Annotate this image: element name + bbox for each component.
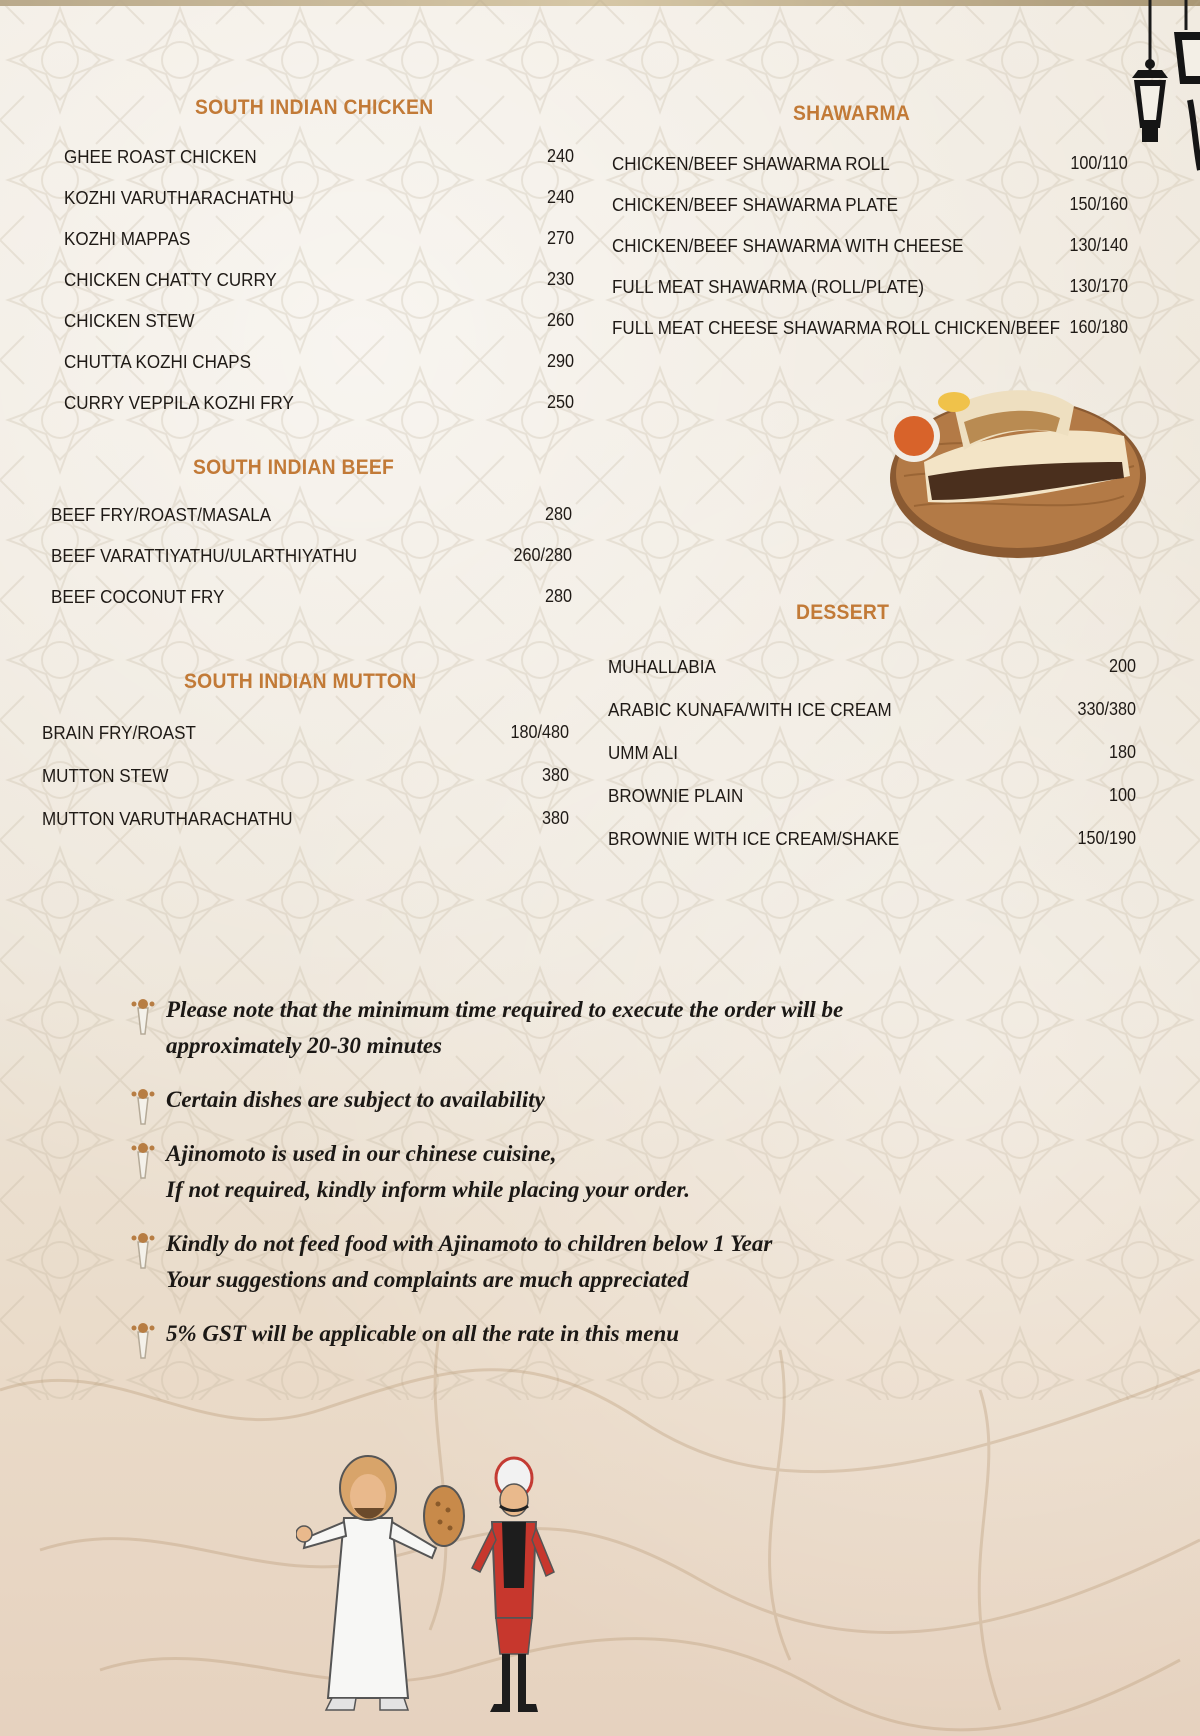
cartoon-chefs-illustration (296, 1448, 586, 1728)
item-name: CHICKEN STEW (64, 310, 195, 331)
shawarma-cone-icon (126, 1320, 160, 1360)
menu-item (612, 194, 1128, 235)
south-indian-beef-list (51, 504, 572, 627)
item-price: 180 (1108, 742, 1136, 762)
item-name: KOZHI VARUTHARACHATHU (64, 187, 295, 208)
item-name: CHICKEN CHATTY CURRY (64, 269, 277, 290)
menu-item (608, 699, 1136, 742)
section-title-shawarma: SHAWARMA (793, 102, 911, 125)
item-name: CHICKEN/BEEF SHAWARMA ROLL (612, 153, 890, 174)
menu-item (42, 808, 569, 851)
section-title-dessert: DESSERT (796, 601, 890, 624)
item-price: 260 (546, 310, 574, 330)
menu-item (51, 545, 572, 586)
menu-item (42, 765, 569, 808)
item-price: 160/180 (1069, 317, 1128, 337)
note-item (120, 1136, 1020, 1208)
item-price: 200 (1108, 656, 1136, 676)
note-line: Certain dishes are subject to availability (166, 1087, 545, 1112)
menu-item (612, 153, 1128, 194)
item-name: BEEF COCONUT FRY (51, 586, 225, 607)
shawarma-cone-icon (126, 1230, 160, 1270)
menu-item (612, 276, 1128, 317)
item-name: UMM ALI (608, 742, 678, 763)
shawarma-cone-icon (126, 1140, 160, 1180)
note-line: approximately 20-30 minutes (166, 1033, 442, 1058)
item-price: 290 (546, 351, 574, 371)
menu-item (608, 742, 1136, 785)
item-name: BEEF VARATTIYATHU/ULARTHIYATHU (51, 545, 358, 566)
shawarma-cone-icon (126, 996, 160, 1036)
item-price: 100 (1108, 785, 1136, 805)
note-line: 5% GST will be applicable on all the rate in this menu (166, 1321, 680, 1346)
note-line: Kindly do not feed food with Ajinamoto to children below 1 Year (166, 1231, 773, 1256)
menu-notes (120, 992, 1020, 1370)
item-name: FULL MEAT CHEESE SHAWARMA ROLL CHICKEN/BEEF (612, 317, 1060, 338)
menu-item (51, 586, 572, 627)
item-price: 330/380 (1077, 699, 1136, 719)
item-name: CHUTTA KOZHI CHAPS (64, 351, 251, 372)
item-name: BRAIN FRY/ROAST (42, 722, 196, 743)
item-name: BEEF FRY/ROAST/MASALA (51, 504, 272, 525)
item-name: BROWNIE PLAIN (608, 785, 744, 806)
item-price: 270 (546, 228, 574, 248)
menu-item (64, 392, 574, 433)
item-name: MUHALLABIA (608, 656, 716, 677)
dessert-list (608, 656, 1136, 871)
note-line: Your suggestions and complaints are much appreciated (166, 1267, 689, 1292)
shawarma-list (612, 153, 1128, 358)
item-price: 130/170 (1069, 276, 1128, 296)
item-price: 240 (546, 146, 574, 166)
item-name: ARABIC KUNAFA/WITH ICE CREAM (608, 699, 892, 720)
item-name: CHICKEN/BEEF SHAWARMA PLATE (612, 194, 898, 215)
shawarma-cone-icon (126, 1086, 160, 1126)
menu-item (612, 317, 1128, 358)
menu-item (64, 269, 574, 310)
note-line: Ajinomoto is used in our chinese cuisine, (166, 1141, 557, 1166)
item-price: 150/190 (1077, 828, 1136, 848)
note-line: Please note that the minimum time required to execute the order will be (166, 997, 844, 1022)
marble-texture (0, 1330, 1200, 1736)
menu-item (64, 351, 574, 392)
section-title-south-indian-mutton: SOUTH INDIAN MUTTON (184, 670, 417, 693)
item-name: MUTTON VARUTHARACHATHU (42, 808, 293, 829)
menu-item (64, 187, 574, 228)
menu-item (608, 828, 1136, 871)
section-title-south-indian-beef: SOUTH INDIAN BEEF (193, 456, 395, 479)
item-name: GHEE ROAST CHICKEN (64, 146, 257, 167)
south-indian-chicken-list (64, 146, 574, 433)
item-price: 280 (544, 504, 572, 524)
item-price: 230 (546, 269, 574, 289)
item-name: BROWNIE WITH ICE CREAM/SHAKE (608, 828, 900, 849)
item-name: MUTTON STEW (42, 765, 169, 786)
menu-item (51, 504, 572, 545)
item-price: 100/110 (1070, 153, 1128, 173)
section-title-south-indian-chicken: SOUTH INDIAN CHICKEN (195, 96, 434, 119)
menu-item (42, 722, 569, 765)
shawarma-plate-photo (884, 366, 1146, 566)
item-price: 130/140 (1069, 235, 1128, 255)
item-name: CHICKEN/BEEF SHAWARMA WITH CHEESE (612, 235, 964, 256)
menu-item (64, 310, 574, 351)
item-price: 180/480 (510, 722, 569, 742)
menu-item (64, 146, 574, 187)
item-price: 250 (546, 392, 574, 412)
item-name: KOZHI MAPPAS (64, 228, 191, 249)
menu-item (612, 235, 1128, 276)
item-name: FULL MEAT SHAWARMA (ROLL/PLATE) (612, 276, 925, 297)
note-item (120, 1226, 1020, 1298)
note-line: If not required, kindly inform while placing your order. (166, 1177, 690, 1202)
menu-item (64, 228, 574, 269)
menu-item (608, 785, 1136, 828)
menu-item (608, 656, 1136, 699)
south-indian-mutton-list (42, 722, 569, 851)
note-item (120, 992, 1020, 1064)
item-price: 380 (541, 808, 569, 828)
note-item (120, 1316, 1020, 1352)
item-price: 260/280 (513, 545, 572, 565)
item-price: 280 (544, 586, 572, 606)
note-item (120, 1082, 1020, 1118)
item-price: 380 (541, 765, 569, 785)
item-price: 240 (546, 187, 574, 207)
item-price: 150/160 (1069, 194, 1128, 214)
item-name: CURRY VEPPILA KOZHI FRY (64, 392, 294, 413)
